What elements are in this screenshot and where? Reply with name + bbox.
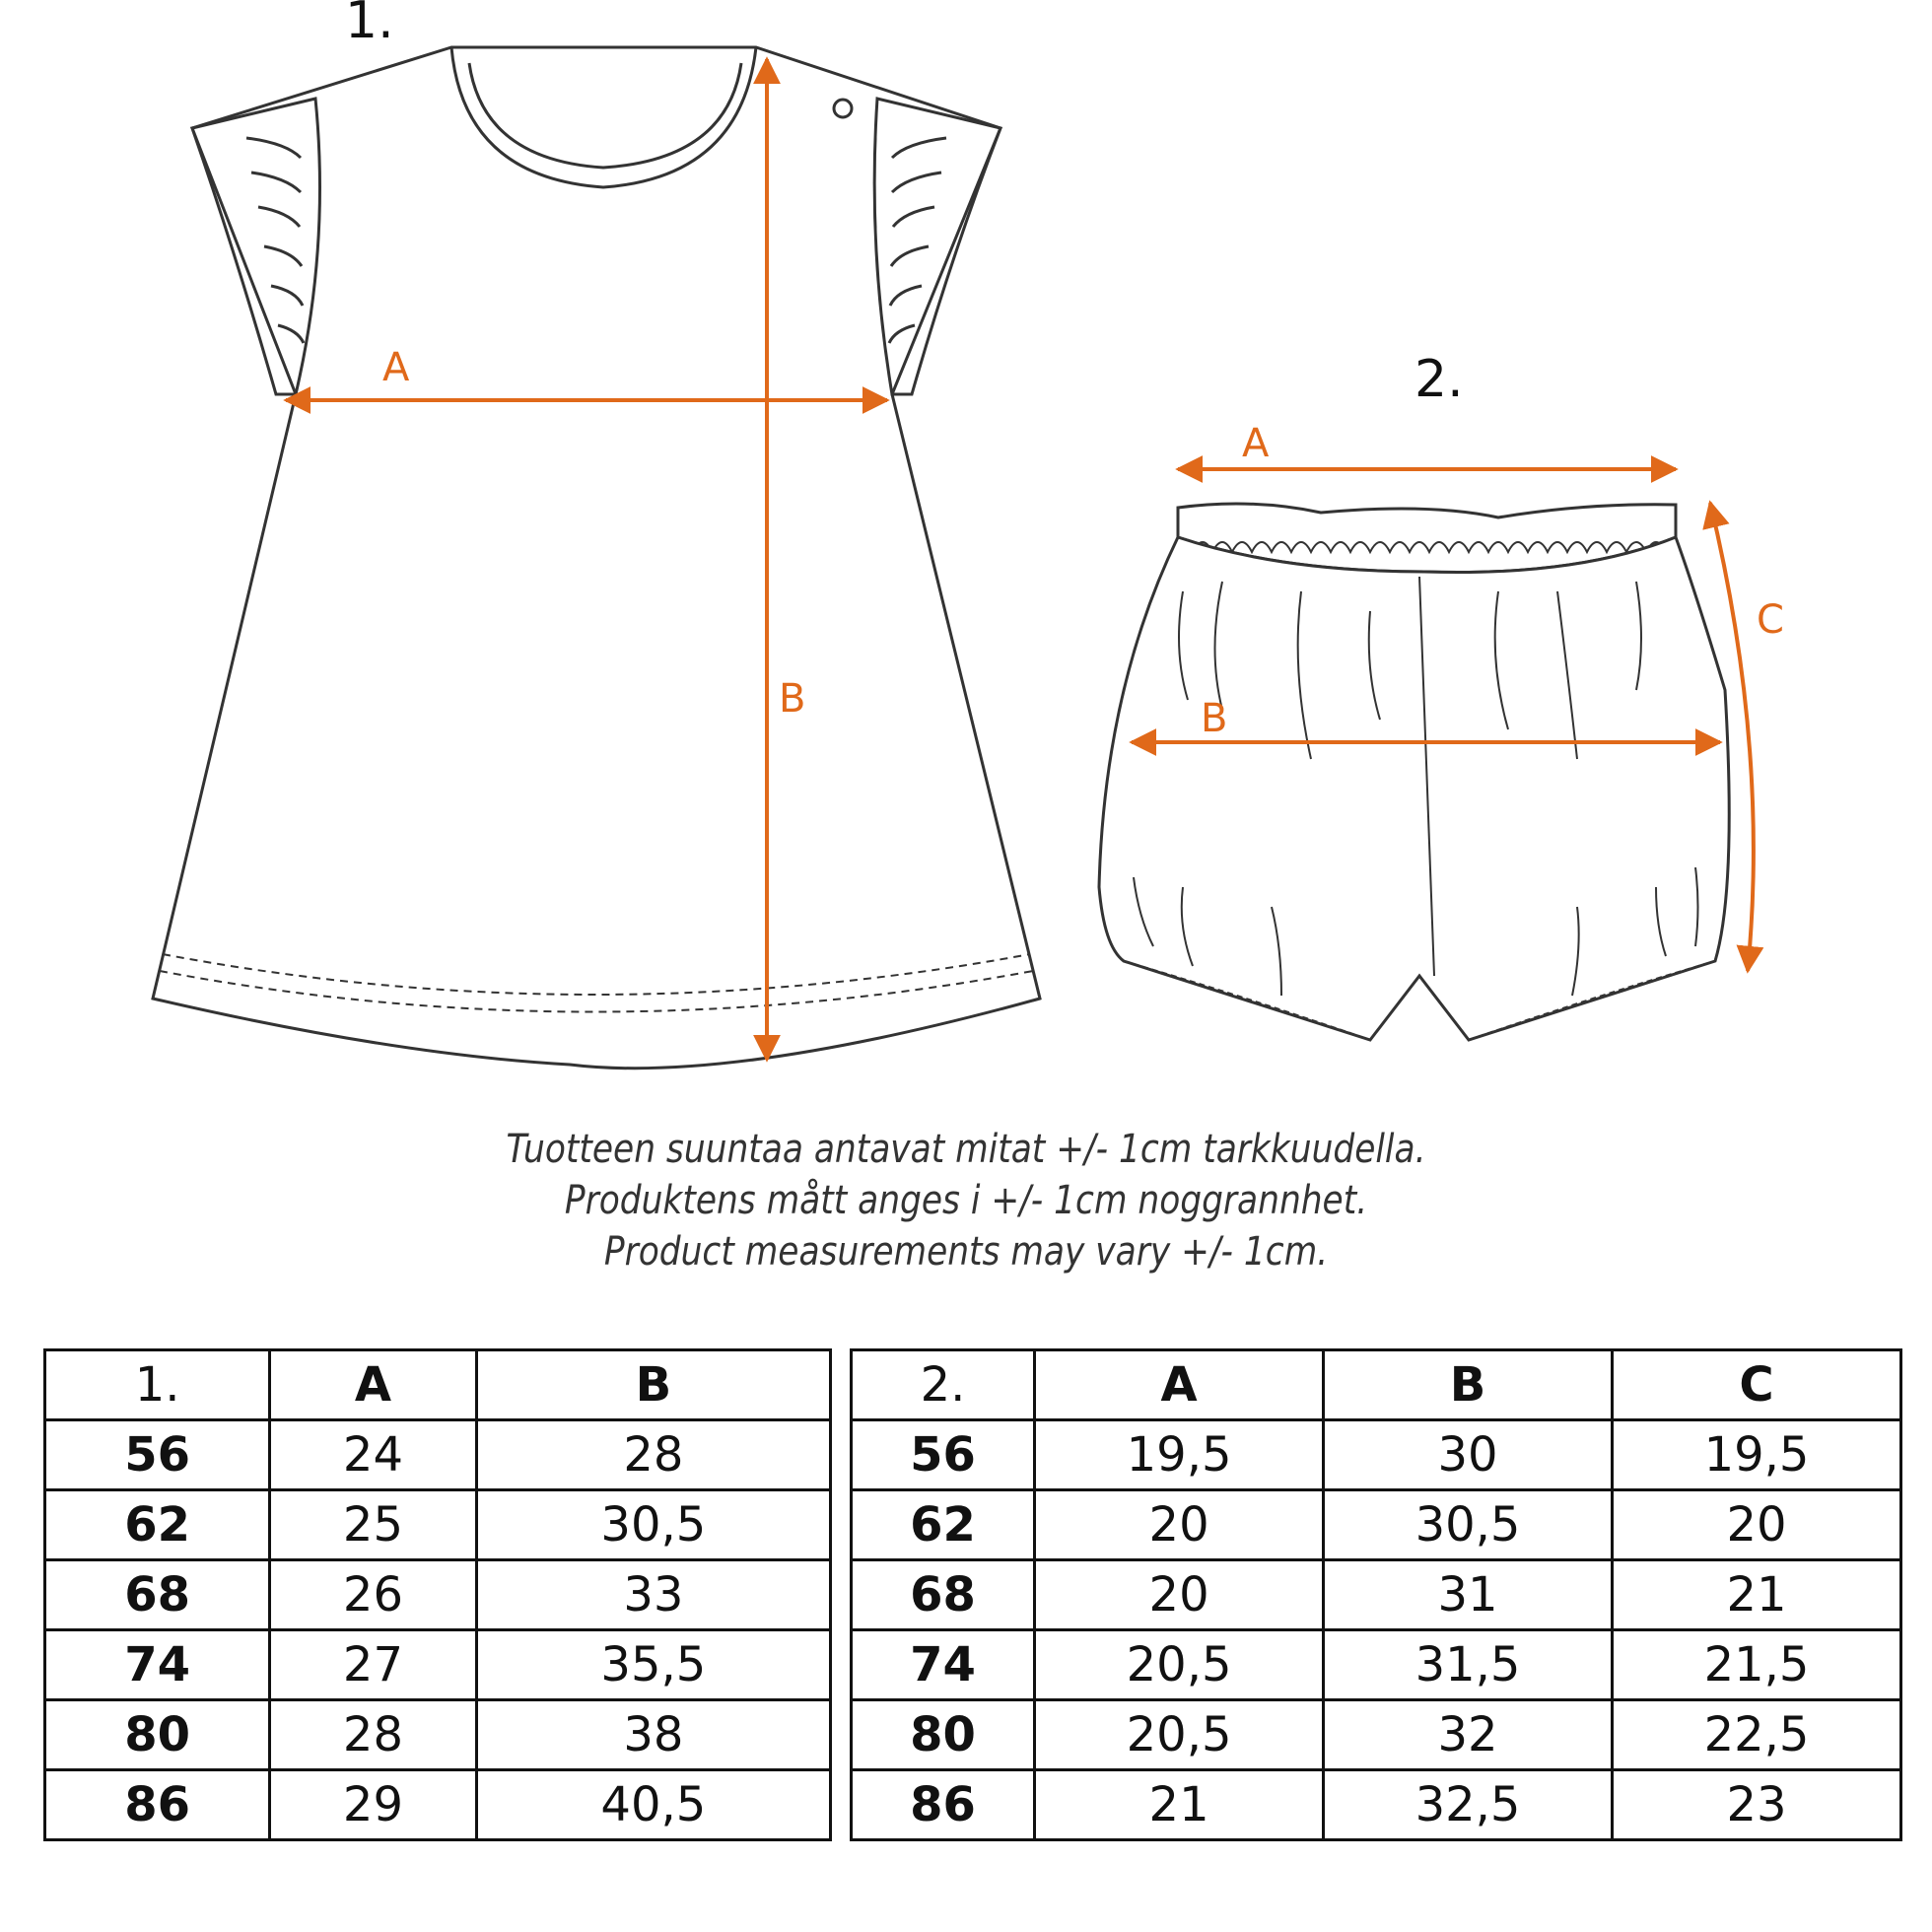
table-header-row	[852, 1350, 1901, 1420]
size-cell: 86	[852, 1770, 1035, 1840]
table-header-cell: B	[1324, 1350, 1613, 1420]
table-row	[45, 1630, 831, 1700]
table-cell: 20,5	[1035, 1630, 1324, 1700]
shorts-figure-number: 2.	[1414, 350, 1464, 409]
table-cell: 22,5	[1613, 1700, 1901, 1770]
table-header-cell: A	[1035, 1350, 1324, 1420]
table-row	[852, 1420, 1901, 1490]
table-cell: 27	[270, 1630, 477, 1700]
table-row	[852, 1700, 1901, 1770]
dress-figure-number: 1.	[345, 0, 394, 50]
shorts-dimension-c-label: C	[1757, 597, 1784, 643]
table-cell: 31	[1324, 1560, 1613, 1630]
table-row	[852, 1770, 1901, 1840]
table-header-cell: A	[270, 1350, 477, 1420]
table-cell: 25	[270, 1490, 477, 1560]
table-cell: 19,5	[1613, 1420, 1901, 1490]
table-cell: 30,5	[1324, 1490, 1613, 1560]
size-cell: 62	[852, 1490, 1035, 1560]
dress-dimension-a-label: A	[382, 345, 410, 390]
table-row	[852, 1560, 1901, 1630]
table-header-row	[45, 1350, 831, 1420]
table-row	[45, 1560, 831, 1630]
table-header-cell: 1.	[45, 1350, 270, 1420]
size-cell: 74	[45, 1630, 270, 1700]
note-finnish: Tuotteen suuntaa antavat mitat +/- 1cm tarkkuudella.	[506, 1127, 1426, 1172]
table-cell: 20,5	[1035, 1700, 1324, 1770]
table-cell: 26	[270, 1560, 477, 1630]
size-cell: 74	[852, 1630, 1035, 1700]
table-cell: 21	[1613, 1560, 1901, 1630]
table-row	[852, 1630, 1901, 1700]
dress-size-table	[43, 1348, 832, 1841]
table-cell: 20	[1035, 1560, 1324, 1630]
table-cell: 35,5	[476, 1630, 830, 1700]
table-cell: 20	[1613, 1490, 1901, 1560]
table-cell: 31,5	[1324, 1630, 1613, 1700]
note-swedish: Produktens mått anges i +/- 1cm noggrannhet.	[564, 1178, 1368, 1223]
table-row	[45, 1420, 831, 1490]
shorts-size-table	[850, 1348, 1902, 1841]
table-cell: 33	[476, 1560, 830, 1630]
dress-dimension-b-label: B	[779, 676, 806, 722]
table-row	[45, 1700, 831, 1770]
dress-drawing	[153, 47, 1040, 1069]
size-cell: 68	[45, 1560, 270, 1630]
table-cell: 21,5	[1613, 1630, 1901, 1700]
table-row	[852, 1490, 1901, 1560]
note-english: Product measurements may vary +/- 1cm.	[603, 1229, 1329, 1275]
table-header-cell: C	[1613, 1350, 1901, 1420]
size-cell: 80	[45, 1700, 270, 1770]
size-cell: 80	[852, 1700, 1035, 1770]
table-cell: 30,5	[476, 1490, 830, 1560]
table-cell: 28	[476, 1420, 830, 1490]
shorts-dimension-a-label: A	[1242, 421, 1270, 466]
table-cell: 40,5	[476, 1770, 830, 1840]
table-cell: 19,5	[1035, 1420, 1324, 1490]
size-cell: 56	[852, 1420, 1035, 1490]
table-cell: 30	[1324, 1420, 1613, 1490]
shorts-drawing	[1099, 504, 1729, 1040]
size-cell: 86	[45, 1770, 270, 1840]
table-cell: 38	[476, 1700, 830, 1770]
table-cell: 32,5	[1324, 1770, 1613, 1840]
table-cell: 23	[1613, 1770, 1901, 1840]
table-cell: 29	[270, 1770, 477, 1840]
table-header-cell: 2.	[852, 1350, 1035, 1420]
shorts-dimension-b-label: B	[1201, 696, 1228, 741]
table-header-cell: B	[476, 1350, 830, 1420]
table-cell: 24	[270, 1420, 477, 1490]
size-cell: 68	[852, 1560, 1035, 1630]
table-cell: 28	[270, 1700, 477, 1770]
table-row	[45, 1770, 831, 1840]
size-cell: 56	[45, 1420, 270, 1490]
table-cell: 32	[1324, 1700, 1613, 1770]
table-row	[45, 1490, 831, 1560]
size-cell: 62	[45, 1490, 270, 1560]
table-cell: 21	[1035, 1770, 1324, 1840]
table-cell: 20	[1035, 1490, 1324, 1560]
